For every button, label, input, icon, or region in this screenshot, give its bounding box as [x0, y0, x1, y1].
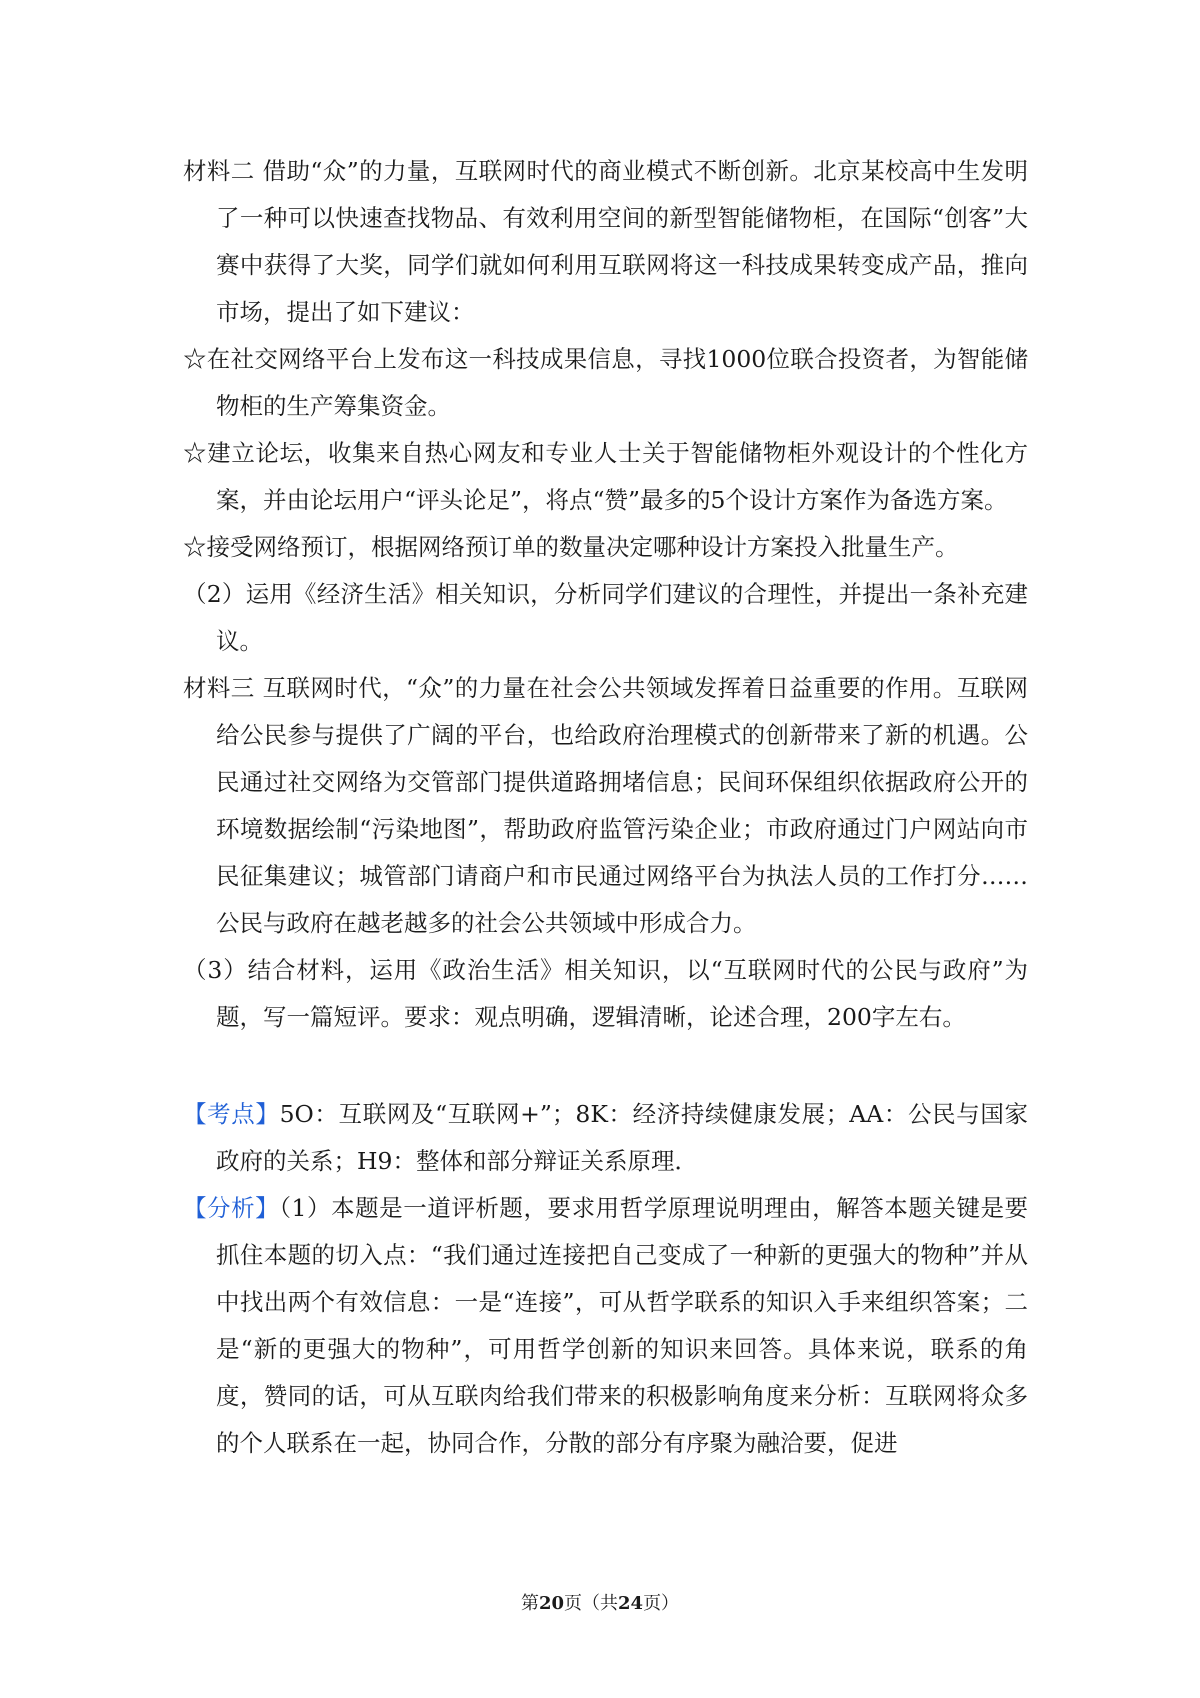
- footer-suffix: 页）: [643, 1593, 680, 1614]
- question-two: （2）运用《经济生活》相关知识，分析同学们建议的合理性，并提出一条补充建议。: [183, 580, 1028, 655]
- fenxi-paragraph: [183, 1185, 1028, 1467]
- suggestion-one: ☆在社交网络平台上发布这一科技成果信息，寻找1000位联合投资者，为智能储物柜的生产筹集资金。: [183, 345, 1028, 420]
- material-two-paragraph: 材料二 借助“众”的力量，互联网时代的商业模式不断创新。北京某校高中生发明了一种可以快速查找物品、有效利用空间的新型智能储物柜，在国际“创客”大赛中获得了大奖，同学们就如何利用互联网将这一科技成果转变成产品，推向市场，提出了如下建议：: [183, 157, 1028, 326]
- kaodian-text: 5O：互联网及“互联网+”；8K：经济持续健康发展；AA：公民与国家政府的关系；H9：整体和部分辩证关系原理．: [216, 1100, 1029, 1175]
- footer-middle: 页（共: [564, 1593, 618, 1614]
- kaodian-paragraph: [183, 1091, 1028, 1185]
- fenxi-text: （1）本题是一道评析题，要求用哲学原理说明理由，解答本题关键是要抓住本题的切入点：“我们通过连接把自己变成了一种新的更强大的物种”并从中找出两个有效信息：一是“连接”，可从哲学联系的知识入手来组织答案；二是“新的更强大的物种”，可用哲学创新的知识来回答。具体来说，联系的角度，赞同的话，可从互联肉给我们带来的积极影响角度来分析：互联网将众多的个人联系在一起，协同合作，分散的部分有序聚为融洽要，促进: [216, 1194, 1029, 1457]
- page-content: [183, 148, 1028, 1467]
- page-footer: [0, 1592, 1200, 1616]
- suggestion-three: ☆接受网络预订，根据网络预订单的数量决定哪种设计方案投入批量生产。: [183, 533, 959, 561]
- kaodian-tag: 【考点】: [183, 1100, 280, 1128]
- suggestion-two: ☆建立论坛，收集来自热心网友和专业人士关于智能储物柜外观设计的个性化方案，并由论坛用户“评头论足”，将点“赞”最多的5个设计方案作为备选方案。: [183, 439, 1028, 514]
- material-three-paragraph: 材料三 互联网时代，“众”的力量在社会公共领域发挥着日益重要的作用。互联网给公民参与提供了广阔的平台，也给政府治理模式的创新带来了新的机遇。公民通过社交网络为交管部门提供道路拥堵信息；民间环保组织依据政府公开的环境数据绘制“污染地图”，帮助政府监管污染企业；市政府通过门户网站向市民征集建议；城管部门请商户和市民通过网络平台为执法人员的工作打分……公民与政府在越老越多的社会公共领域中形成合力。: [183, 674, 1028, 937]
- footer-total-pages: 24: [618, 1593, 644, 1614]
- footer-prefix: 第: [520, 1593, 539, 1614]
- fenxi-tag: 【分析】: [183, 1194, 280, 1222]
- footer-page-number: 20: [538, 1593, 564, 1614]
- question-three: （3）结合材料，运用《政治生活》相关知识，以“互联网时代的公民与政府”为题，写一篇短评。要求：观点明确，逻辑清晰，论述合理，200字左右。: [183, 956, 1028, 1031]
- section-gap: [183, 1041, 1028, 1091]
